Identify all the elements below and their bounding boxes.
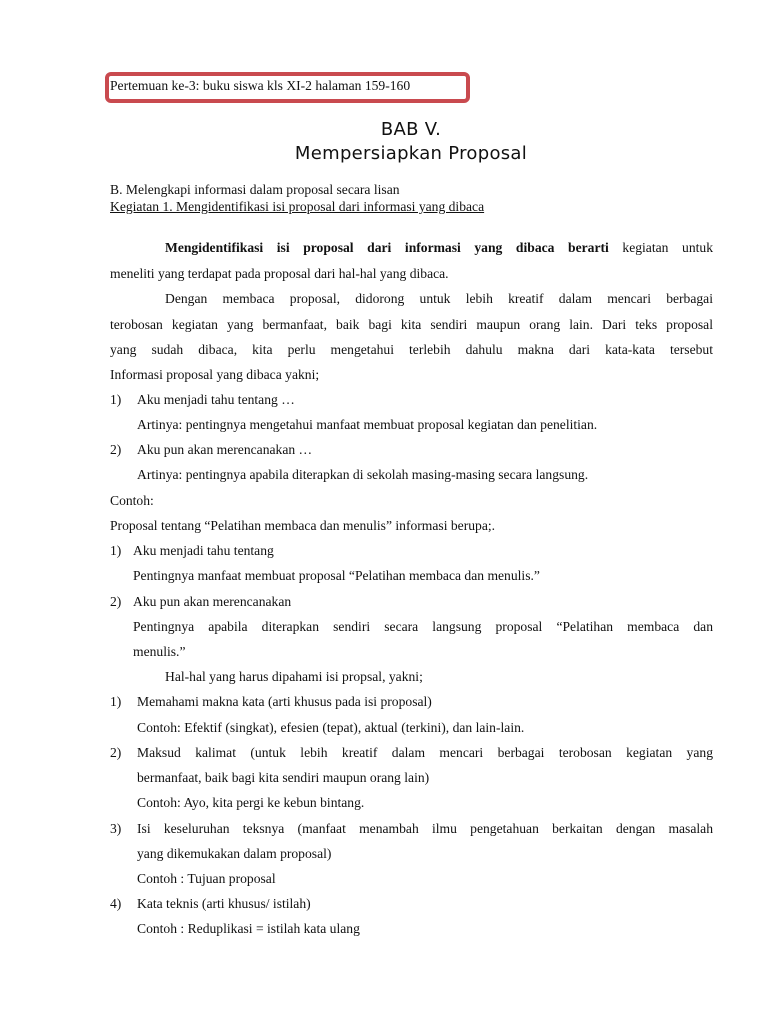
understand-item-text: Maksud kalimat (untuk lebih kreatif dalam mencari berbagai terobosan kegiatan yang xyxy=(137,745,713,760)
paragraph-2-line-1: Dengan membaca proposal, didorong untuk lebih kreatif dalam mencari berbagai xyxy=(165,291,713,306)
understand-item-text: Isi keseluruhan teksnya (manfaat menambah ilmu pengetahuan berkaitan dengan masalah xyxy=(137,821,713,836)
example-item-number: 1) xyxy=(110,543,122,558)
example-item-number: 2) xyxy=(110,594,122,609)
example-item-detail: Pentingnya manfaat membuat proposal “Pelatihan membaca dan menulis.” xyxy=(133,568,540,583)
understand-item-example: Contoh : Reduplikasi = istilah kata ulang xyxy=(137,921,360,936)
understand-item-example: Contoh: Ayo, kita pergi ke kebun bintang. xyxy=(137,795,365,810)
info-item-meaning: Artinya: pentingnya apabila diterapkan di sekolah masing-masing secara langsung. xyxy=(137,467,589,482)
info-item-text: Aku menjadi tahu tentang … xyxy=(137,392,295,407)
understand-item-text-cont: yang dikemukakan dalam proposal) xyxy=(137,846,332,861)
chapter-number: BAB V. xyxy=(380,119,442,140)
understand-item-number: 3) xyxy=(110,821,122,836)
paragraph-1-line-1 xyxy=(110,240,713,256)
section-heading: B. Melengkapi informasi dalam proposal secara lisan xyxy=(110,182,400,197)
info-item-number: 2) xyxy=(110,442,122,457)
understand-item-text-cont: bermanfaat, baik bagi kita sendiri maupun orang lain) xyxy=(137,770,430,785)
understand-item-number: 4) xyxy=(110,896,122,911)
example-item-text: Aku menjadi tahu tentang xyxy=(133,543,274,558)
info-item-number: 1) xyxy=(110,392,122,407)
chapter-title: Mempersiapkan Proposal xyxy=(294,143,528,164)
definition-continuation: kegiatan untuk xyxy=(608,240,714,255)
understand-item-example: Contoh : Tujuan proposal xyxy=(137,871,276,886)
understand-item-number: 2) xyxy=(110,745,122,760)
meeting-note: Pertemuan ke-3: buku siswa kls XI-2 halaman 159-160 xyxy=(110,78,411,93)
understand-intro: Hal-hal yang harus dipahami isi propsal, yakni; xyxy=(165,669,423,684)
paragraph-1-line-2: meneliti yang terdapat pada proposal dari hal-hal yang dibaca. xyxy=(110,266,449,281)
understand-item-text: Memahami makna kata (arti khusus pada isi proposal) xyxy=(137,694,432,709)
definition-term: Mengidentifikasi isi proposal dari informasi yang dibaca berarti xyxy=(165,240,609,255)
example-item-detail-cont: menulis.” xyxy=(133,644,186,659)
example-label: Contoh: xyxy=(110,493,154,508)
example-intro: Proposal tentang “Pelatihan membaca dan menulis” informasi berupa;. xyxy=(110,518,496,533)
example-item-detail: Pentingnya apabila diterapkan sendiri secara langsung proposal “Pelatihan membaca dan xyxy=(133,619,713,634)
paragraph-2-line-4: Informasi proposal yang dibaca yakni; xyxy=(110,367,320,382)
understand-item-number: 1) xyxy=(110,694,122,709)
example-item-text: Aku pun akan merencanakan xyxy=(133,594,292,609)
understand-item-example: Contoh: Efektif (singkat), efesien (tepat), aktual (terkini), dan lain-lain. xyxy=(137,720,525,735)
paragraph-2-line-3: yang sudah dibaca, kita perlu mengetahui terlebih dahulu makna dari kata-kata tersebut xyxy=(110,342,713,357)
info-item-text: Aku pun akan merencanakan … xyxy=(137,442,313,457)
understand-item-text: Kata teknis (arti khusus/ istilah) xyxy=(137,896,311,911)
paragraph-2-line-2: terobosan kegiatan yang bermanfaat, baik bagi kita sendiri maupun orang lain. Dari teks proposal xyxy=(110,317,713,332)
activity-heading: Kegiatan 1. Mengidentifikasi isi proposal dari informasi yang dibaca xyxy=(110,199,485,214)
info-item-meaning: Artinya: pentingnya mengetahui manfaat membuat proposal kegiatan dan penelitian. xyxy=(137,417,598,432)
